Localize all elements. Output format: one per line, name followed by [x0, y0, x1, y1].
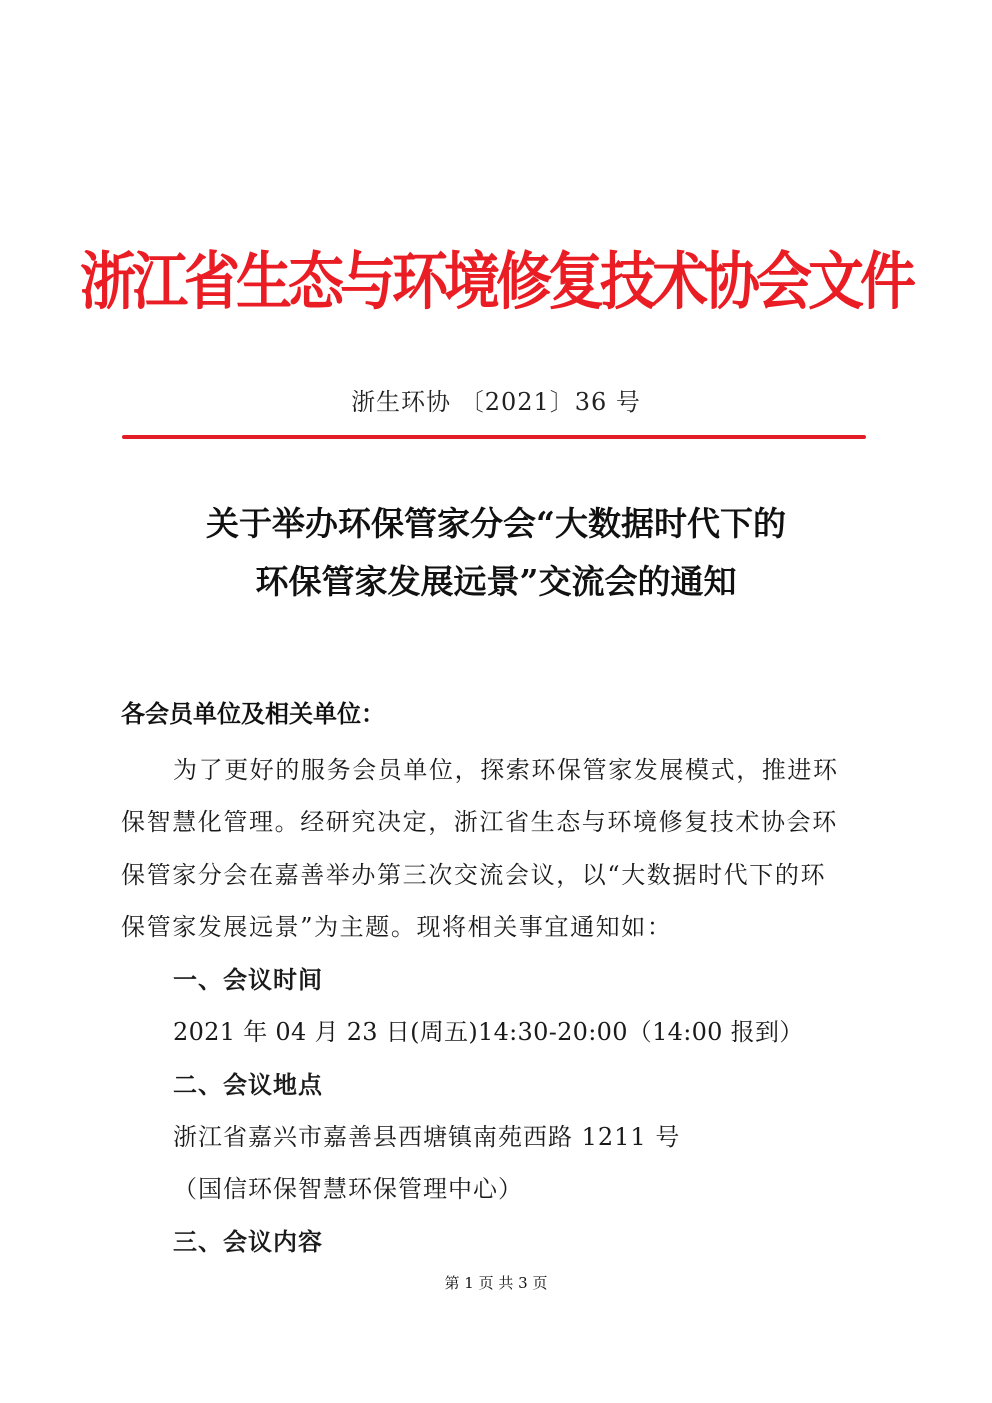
section-heading-meeting-content: 三、会议内容 [173, 1227, 323, 1256]
paragraph-line: 保管家分会在嘉善举办第三次交流会议，以“大数据时代下的环 [121, 861, 827, 889]
paragraph-line: 保管家发展远景”为主题。现将相关事宜通知如： [121, 913, 673, 941]
notice-title-line-1: 关于举办环保管家分会“大数据时代下的 [206, 504, 786, 543]
meeting-time-text: 2021 年 04 月 23 日(周五)14:30-20:00（14:00 报到） [173, 1018, 804, 1046]
notice-title-line-2: 环保管家发展远景”交流会的通知 [255, 562, 737, 601]
document-number: 浙生环协 〔2021〕36 号 [351, 388, 641, 416]
page-footer: 第 1 页 共 3 页 [444, 1274, 548, 1292]
document-header-title: 浙江省生态与环境修复技术协会文件 [80, 246, 912, 319]
meeting-location-address: 浙江省嘉兴市嘉善县西塘镇南苑西路 1211 号 [173, 1123, 681, 1151]
paragraph-line: 为了更好的服务会员单位，探索环保管家发展模式，推进环 [173, 756, 839, 784]
salutation: 各会员单位及相关单位： [121, 699, 385, 728]
red-divider-line [122, 435, 866, 439]
meeting-location-venue: （国信环保智慧环保管理中心） [173, 1175, 523, 1203]
section-heading-meeting-time: 一、会议时间 [173, 965, 323, 994]
section-heading-meeting-location: 二、会议地点 [173, 1070, 323, 1099]
paragraph-line: 保智慧化管理。经研究决定，浙江省生态与环境修复技术协会环 [121, 808, 838, 836]
